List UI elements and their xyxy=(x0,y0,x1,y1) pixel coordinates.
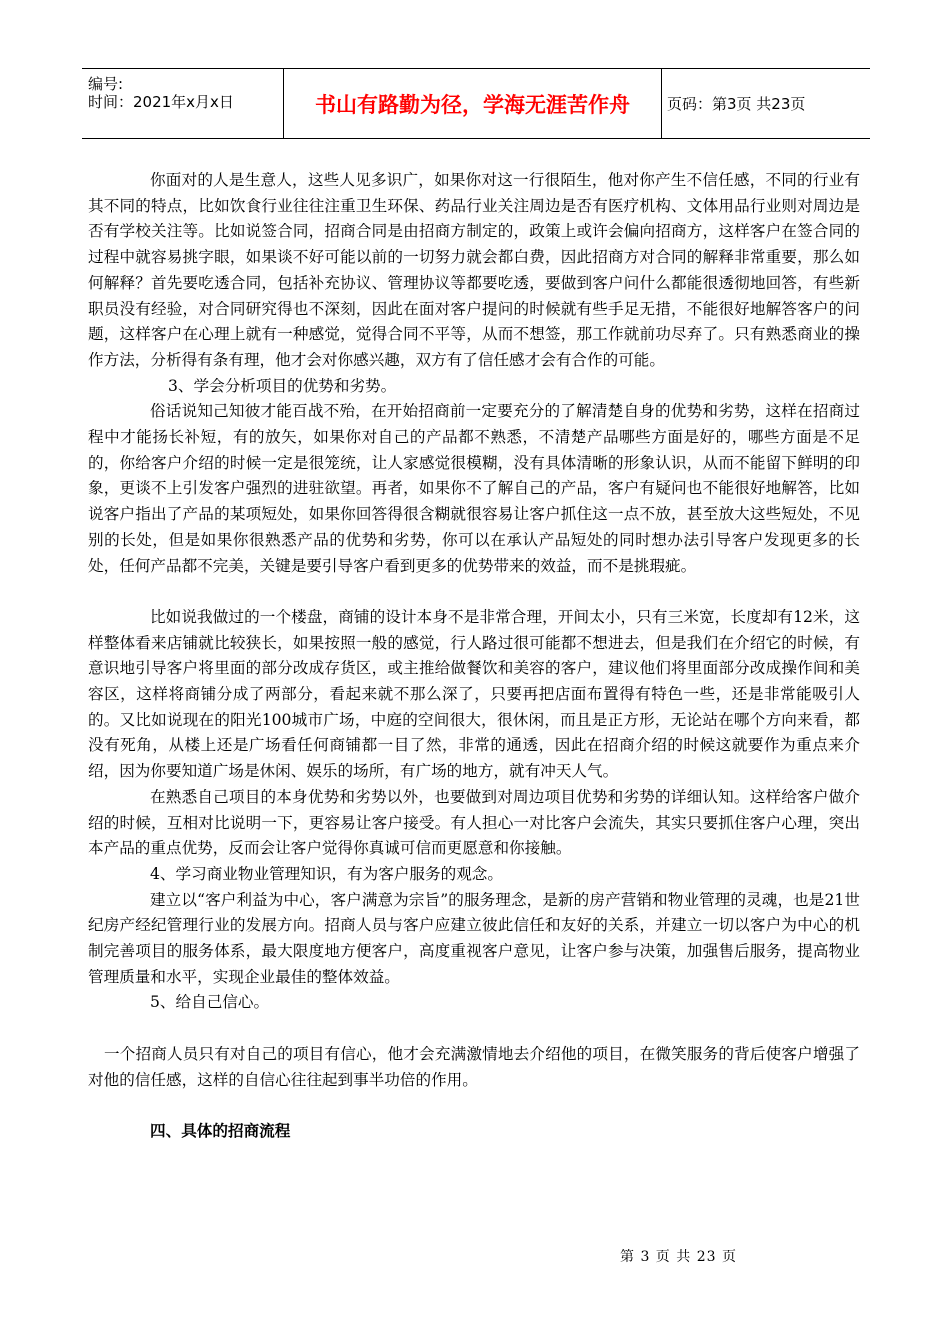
paragraph-2: 俗话说知己知彼才能百战不殆，在开始招商前一定要充分的了解清楚自身的优势和劣势，这样在招商过程中才能扬长补短，有的放矢，如果你对自己的产品都不熟悉，不清楚产品哪些方面是好的，哪些方面是不足的，你给客户介绍的时候一定是很笼统，让人家感觉很模糊，没有具体清晰的形象认识，从而不能留下鲜明的印象，更谈不上引发客户强烈的进驻欲望。再者，如果你不了解自己的产品，客户有疑问也不能很好地解答，比如说客户指出了产品的某项短处，如果你回答得很含糊就很容易让客户抓住这一点不放，甚至放大这些短处，不见别的长处，但是如果你很熟悉产品的优势和劣势，你可以在承认产品短处的同时想办法引导客户发现更多的长处，任何产品都不完美，关键是要引导客户看到更多的优势带来的效益，而不是挑瑕疵。 xyxy=(88,402,860,575)
paragraph-6: 一个招商人员只有对自己的项目有信心，他才会充满激情地去介绍他的项目，在微笑服务的背后使客户增强了对他的信任感，这样的自信心往往起到事半功倍的作用。 xyxy=(88,1044,860,1089)
doc-time-label: 时间：2021年x月x日 xyxy=(88,93,234,111)
heading-5: 5、给自己信心。 xyxy=(150,993,270,1012)
paragraph-4: 在熟悉自己项目的本身优势和劣势以外，也要做到对周边项目优势和劣势的详细认知。这样给客户做介绍的时候，互相对比说明一下，更容易让客户接受。有人担心一对比客户会流失，其实只要抓住客户心理，突出本产品的重点优势，反而会让客户觉得你真诚可信而更愿意和你接触。 xyxy=(88,787,860,858)
header-motto: 书山有路勤为径，学海无涯苦作舟 xyxy=(284,69,662,138)
blank-line xyxy=(88,579,860,605)
blank-line xyxy=(88,1016,860,1042)
header-table xyxy=(82,68,870,139)
blank-line xyxy=(88,1093,860,1119)
document-body xyxy=(88,168,860,1145)
footer-page-number: 第 3 页 共 23 页 xyxy=(620,1249,737,1265)
header-page-number: 页码：第3页 共23页 xyxy=(667,95,806,113)
paragraph-3: 比如说我做过的一个楼盘，商铺的设计本身不是非常合理，开间太小，只有三米宽，长度却有12米，这样整体看来店铺就比较狭长，如果按照一般的感觉，行人路过很可能都不想进去，但是我们在介绍它的时候，有意识地引导客户将里面的部分改成存货区，或主推给做餐饮和美容的客户，建议他们将里面部分改成操作间和美容区，这样将商铺分成了两部分，看起来就不那么深了，只要再把店面布置得有特色一些，还是非常能吸引人的。又比如说现在的阳光100城市广场，中庭的空间很大，很休闲，而且是正方形，无论站在哪个方向来看，都没有死角，从楼上还是广场看任何商铺都一目了然，非常的通透，因此在招商介绍的时候这就要作为重点来介绍，因为你要知道广场是休闲、娱乐的场所，有广场的地方，就有冲天人气。 xyxy=(88,607,860,781)
paragraph-1: 你面对的人是生意人，这些人见多识广，如果你对这一行很陌生，他对你产生不信任感，不同的行业有其不同的特点，比如饮食行业往往注重卫生环保、药品行业关注周边是否有医疗机构、文体用品行业则对周边是否有学校关注等。比如说签合同，招商合同是由招商方制定的，政策上或许会偏向招商方，这样客户在签合同的过程中就容易挑字眼，如果谈不好可能以前的一切努力就会都白费，因此招商方对合同的解释非常重要，那么如何解释？首先要吃透合同，包括补充协议、管理协议等都要吃透，要做到客户问什么都能很透彻地回答，有些新职员没有经验，对合同研究得也不深刻，因此在面对客户提问的时候就有些手足无措，不能很好地解答客户的问题，这样客户在心理上就有一种感觉，觉得合同不平等，从而不想签，那工作就前功尽弃了。只有熟悉商业的操作方法，分析得有条有理，他才会对你感兴趣，双方有了信任感才会有合作的可能。 xyxy=(88,171,860,369)
header-info-cell xyxy=(82,69,284,138)
doc-number-label: 编号: xyxy=(88,75,124,93)
heading-3: 3、学会分析项目的优势和劣势。 xyxy=(168,376,397,395)
section-heading-4: 四、具体的招商流程 xyxy=(150,1121,291,1140)
paragraph-5: 建立以“客户利益为中心，客户满意为宗旨”的服务理念，是新的房产营销和物业管理的灵魂，也是21世纪房产经纪管理行业的发展方向。招商人员与客户应建立彼此信任和友好的关系，并建立一切以客户为中心的机制完善项目的服务体系，最大限度地方便客户，高度重视客户意见，让客户参与决策，加强售后服务，提高物业管理质量和水平，实现企业最佳的整体效益。 xyxy=(88,890,860,986)
heading-4: 4、学习商业物业管理知识，有为客户服务的观念。 xyxy=(150,864,503,883)
